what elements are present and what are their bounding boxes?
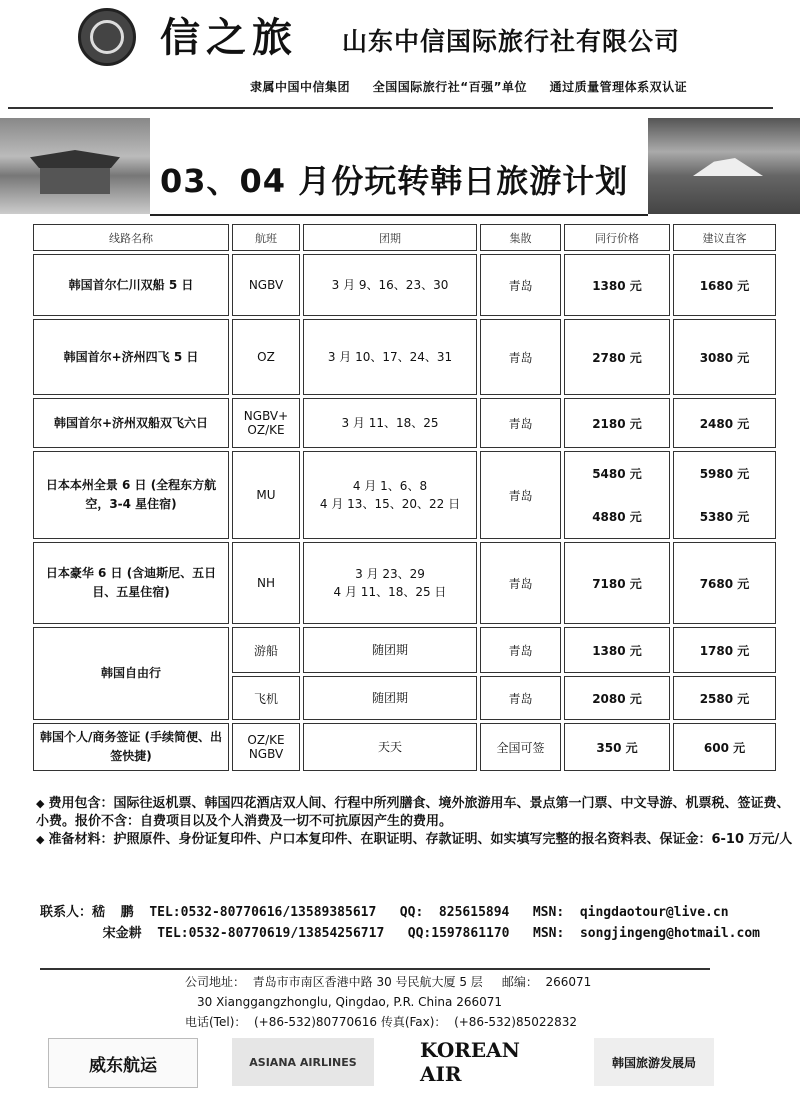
diamond-icon: ◆ xyxy=(36,797,45,810)
page-title: 03、04 月份玩转韩日旅游计划 xyxy=(160,162,629,200)
trade-price xyxy=(564,451,670,539)
date-line: 4 月 11、18、25 日 xyxy=(333,585,447,599)
phone-fax: 电话(Tel)： (+86-532)80770616 传真(Fax)： (+86-532)85022832 xyxy=(185,1015,578,1029)
flight: 游船 xyxy=(232,627,300,673)
flight: NGBV xyxy=(232,254,300,316)
hub: 全国可签 xyxy=(480,723,561,771)
date-line: 4 月 13、15、20、22 日 xyxy=(319,497,461,511)
palace-photo xyxy=(0,118,150,214)
flight: OZ/KE NGBV xyxy=(232,723,300,771)
divider xyxy=(150,214,648,216)
dates: 随团期 xyxy=(303,676,477,720)
col-header: 建议直客 xyxy=(673,224,776,251)
col-header: 团期 xyxy=(303,224,477,251)
dates: 3 月 11、18、25 xyxy=(303,398,477,448)
note-text: 准备材料：护照原件、身份证复印件、户口本复印件、在职证明、存款证明、如实填写完整的报名资料表、保证金：6-10 万元/人 xyxy=(48,832,793,847)
trade-price: 2080 元 xyxy=(564,676,670,720)
contacts xyxy=(40,902,760,944)
retail-price: 2480 元 xyxy=(673,398,776,448)
trade-price: 1380 元 xyxy=(564,627,670,673)
citic-logo xyxy=(78,8,136,66)
price-line: 4880 元 xyxy=(592,510,642,524)
dates xyxy=(303,451,477,539)
hub: 青岛 xyxy=(480,627,561,673)
retail-price: 600 元 xyxy=(673,723,776,771)
route-name: 韩国首尔+济州四飞 5 日 xyxy=(33,319,229,395)
dates xyxy=(303,542,477,624)
tagline-item: 隶属中国中信集团 xyxy=(250,80,351,94)
weidong-ferry-logo: 威东航运 xyxy=(48,1038,198,1088)
date-line: 3 月 23、29 xyxy=(355,567,425,581)
route-name: 韩国首尔仁川双船 5 日 xyxy=(33,254,229,316)
flight: 飞机 xyxy=(232,676,300,720)
address-block xyxy=(185,972,591,1032)
col-header: 同行价格 xyxy=(564,224,670,251)
table-row xyxy=(33,542,776,624)
flight: MU xyxy=(232,451,300,539)
dates: 随团期 xyxy=(303,627,477,673)
divider xyxy=(40,968,710,970)
retail-price xyxy=(673,451,776,539)
tagline xyxy=(250,78,705,95)
hub: 青岛 xyxy=(480,676,561,720)
route-name: 韩国自由行 xyxy=(33,627,229,720)
flight: NGBV+ OZ/KE xyxy=(232,398,300,448)
divider xyxy=(8,107,773,109)
tagline-item: 通过质量管理体系双认证 xyxy=(549,80,688,94)
dates: 天天 xyxy=(303,723,477,771)
table-row xyxy=(33,723,776,771)
route-name: 韩国个人/商务签证 (手续简便、出签快捷) xyxy=(33,723,229,771)
contact-name: 宋金耕 xyxy=(102,926,142,941)
contact-qq: QQ:1597861170 xyxy=(407,926,510,941)
retail-price: 7680 元 xyxy=(673,542,776,624)
hub: 青岛 xyxy=(480,451,561,539)
table-row xyxy=(33,319,776,395)
price-line: 5980 元 xyxy=(699,467,750,481)
table-row xyxy=(33,398,776,448)
table-row xyxy=(33,451,776,539)
address-cn: 公司地址： 青岛市市南区香港中路 30 号民航大厦 5 层 邮编： 266071 xyxy=(185,975,592,989)
retail-price: 3080 元 xyxy=(673,319,776,395)
retail-price: 1780 元 xyxy=(673,627,776,673)
col-header: 线路名称 xyxy=(33,224,229,251)
hub: 青岛 xyxy=(480,254,561,316)
retail-price: 2580 元 xyxy=(673,676,776,720)
col-header: 航班 xyxy=(232,224,300,251)
price-line: 5480 元 xyxy=(592,467,642,481)
table-row xyxy=(33,627,776,673)
trade-price: 2780 元 xyxy=(564,319,670,395)
contact-tel: TEL:0532-80770619/13854256717 xyxy=(157,926,385,941)
asiana-logo: ASIANA AIRLINES xyxy=(232,1038,374,1086)
trade-price: 7180 元 xyxy=(564,542,670,624)
contact-label: 联系人： xyxy=(40,905,93,920)
hub: 青岛 xyxy=(480,398,561,448)
korean-air-logo: KOREAN AIR xyxy=(420,1038,520,1086)
contact-msn: MSN: qingdaotour@live.cn xyxy=(532,905,729,920)
diamond-icon: ◆ xyxy=(36,833,45,846)
dates: 3 月 10、17、24、31 xyxy=(303,319,477,395)
flight: OZ xyxy=(232,319,300,395)
hub: 青岛 xyxy=(480,319,561,395)
route-name: 韩国首尔+济州双船双飞六日 xyxy=(33,398,229,448)
contact-qq: QQ: 825615894 xyxy=(399,905,510,920)
table-row xyxy=(33,254,776,316)
tour-table xyxy=(30,221,779,774)
trade-price: 1380 元 xyxy=(564,254,670,316)
contact-row xyxy=(40,923,760,944)
route-name: 日本本州全景 6 日 (全程东方航空，3-4 星住宿) xyxy=(33,451,229,539)
col-header: 集散 xyxy=(480,224,561,251)
table-header xyxy=(33,224,776,251)
retail-price: 1680 元 xyxy=(673,254,776,316)
contact-tel: TEL:0532-80770616/13589385617 xyxy=(149,905,377,920)
tagline-item: 全国国际旅行社“百强”单位 xyxy=(372,80,527,94)
route-name: 日本豪华 6 日 (含迪斯尼、五日目、五星住宿) xyxy=(33,542,229,624)
contact-msn: MSN: songjingeng@hotmail.com xyxy=(533,926,760,941)
date-line: 4 月 1、6、8 xyxy=(352,479,428,493)
trade-price: 350 元 xyxy=(564,723,670,771)
price-line: 5380 元 xyxy=(699,510,750,524)
company-name: 山东中信国际旅行社有限公司 xyxy=(342,27,681,56)
address-en: 30 Xianggangzhonglu, Qingdao, P.R. China 266071 xyxy=(197,995,503,1009)
dates: 3 月 9、16、23、30 xyxy=(303,254,477,316)
hub: 青岛 xyxy=(480,542,561,624)
kto-logo: 韩国旅游发展局 xyxy=(594,1038,714,1086)
island-photo xyxy=(648,118,800,214)
contact-name: 嵇 鹏 xyxy=(92,905,134,920)
contact-row xyxy=(40,902,760,923)
notes xyxy=(36,795,796,849)
flight: NH xyxy=(232,542,300,624)
note-text: 费用包含：国际往返机票、韩国四花酒店双人间、行程中所列膳食、境外旅游用车、景点第一门票、中文导游、机票税、签证费、小费。报价不含：自费项目以及个人消费及一切不可抗原因产生的费用。 xyxy=(36,796,790,829)
brand-name: 信之旅 xyxy=(160,14,298,61)
trade-price: 2180 元 xyxy=(564,398,670,448)
